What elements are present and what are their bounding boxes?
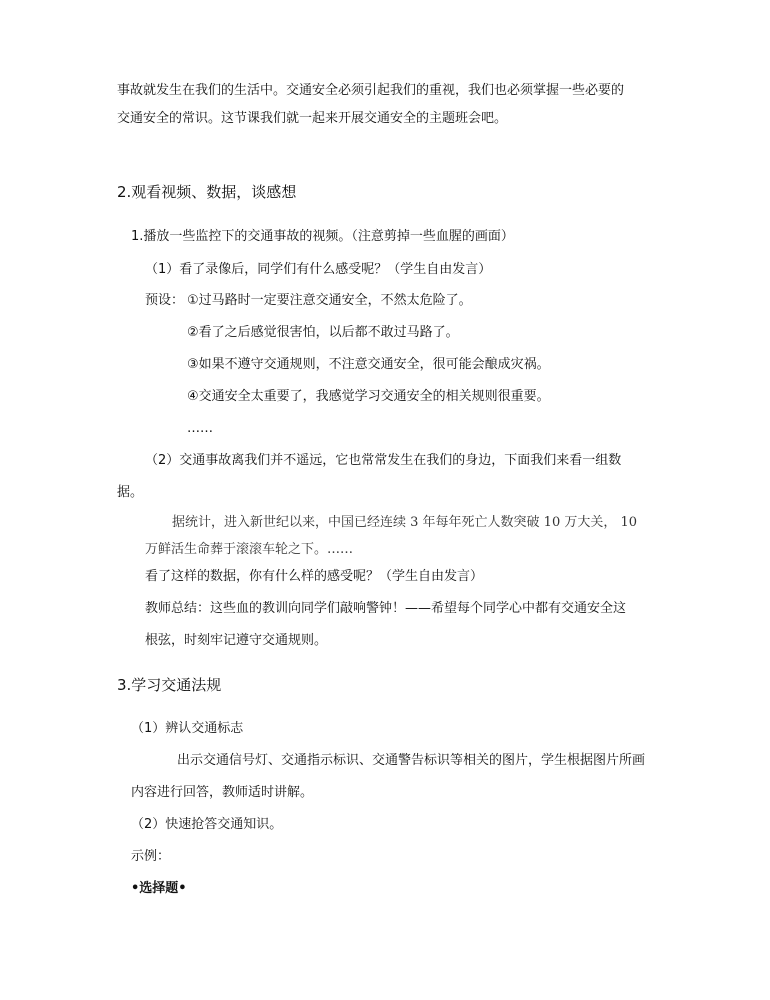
item-1: 1.播放一些监控下的交通事故的视频。（注意剪掉一些血腥的画面） (131, 229, 514, 244)
teacher-summary-line-1: 教师总结：这些血的教训向同学们敲响警钟！——希望每个同学心中都有交通安全这 (145, 601, 627, 616)
teacher-summary-line-2: 根弦，时刻牢记遵守交通规则。 (145, 633, 328, 648)
preset-ellipsis: …… (187, 421, 213, 436)
preset-item-1: ①过马路时一定要注意交通安全，不然太危险了。 (187, 293, 472, 308)
question-2-line-1: （2）交通事故离我们并不遥远，它也常常发生在我们的身边，下面我们来看一组数 (145, 453, 622, 468)
preset-item-4: ④交通安全太重要了，我感觉学习交通安全的相关规则很重要。 (187, 389, 550, 404)
section-3-paragraph-line-2: 内容进行回答，教师适时讲解。 (131, 785, 314, 800)
preset-item-3: ③如果不遵守交通规则，不注意交通安全，很可能会酿成灾祸。 (187, 357, 550, 372)
section-3-heading: 3.学习交通法规 (117, 676, 222, 694)
question-1: （1）看了录像后，同学们有什么感受呢？（学生自由发言） (145, 262, 492, 277)
intro-line-1: 事故就发生在我们的生活中。交通安全必须引起我们的重视，我们也必须掌握一些必要的 (117, 83, 625, 98)
section-3-paragraph-line-1: 出示交通信号灯、交通指示标识、交通警告标识等相关的图片，学生根据图片所画 (177, 753, 646, 768)
question-2-line-2: 据。 (117, 485, 144, 500)
question-3: 看了这样的数据，你有什么样的感受呢？（学生自由发言） (145, 569, 484, 584)
section-3-question-1: （1）辨认交通标志 (131, 721, 244, 736)
preset-item-2: ②看了之后感觉很害怕，以后都不敢过马路了。 (187, 325, 459, 340)
choice-question-heading: •选择题• (131, 881, 187, 896)
section-3-question-2: （2）快速抢答交通知识。 (131, 817, 283, 832)
section-2-heading: 2.观看视频、数据，谈感想 (117, 183, 297, 201)
statistic-line-2: 万鲜活生命葬于滚滚车轮之下。…… (145, 542, 354, 557)
intro-line-2: 交通安全的常识。这节课我们就一起来开展交通安全的主题班会吧。 (117, 111, 508, 126)
statistic-line-1: 据统计，进入新世纪以来，中国已经连续 3 年每年死亡人数突破 10 万大关， 10 (172, 515, 638, 530)
preset-label: 预设： (145, 293, 185, 308)
example-label: 示例： (131, 849, 171, 864)
